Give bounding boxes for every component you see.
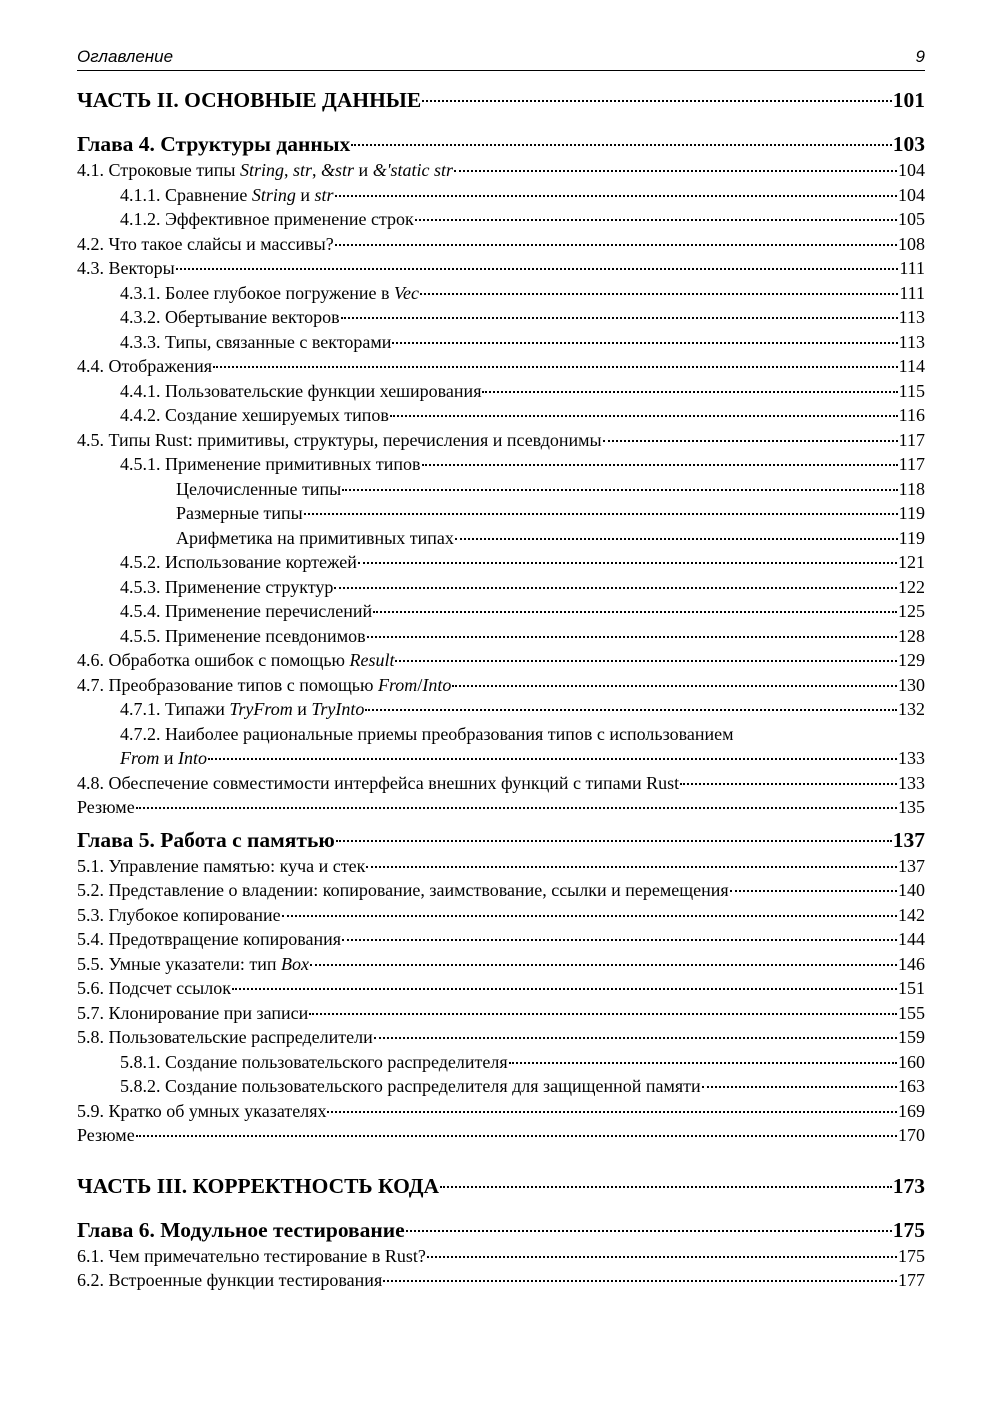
- toc-entry-continuation[interactable]: From и Into 133: [120, 748, 925, 768]
- table-of-contents: [77, 86, 925, 1293]
- toc-chapter-5[interactable]: Глава 5. Работа с памятью 137: [77, 827, 925, 852]
- toc-entry[interactable]: 5.3. Глубокое копирование 142: [77, 904, 925, 925]
- toc-entry[interactable]: 4.5.1. Применение примитивных типов 117: [120, 454, 925, 474]
- toc-chapter-4[interactable]: Глава 4. Структуры данных 103: [77, 132, 925, 156]
- toc-entry[interactable]: 4.4.1. Пользовательские функции хеширования 115: [120, 380, 925, 401]
- toc-entry[interactable]: 5.4. Предотвращение копирования 144: [77, 929, 925, 949]
- header-section-title: Оглавление: [77, 47, 174, 66]
- toc-entry[interactable]: 4.3.1. Более глубокое погружение в Vec 111: [120, 282, 925, 303]
- toc-entry[interactable]: Целочисленные типы 118: [176, 478, 925, 499]
- toc-entry[interactable]: 4.7. Преобразование типов с помощью From/Into 130: [77, 674, 925, 695]
- toc-entry[interactable]: 4.8. Обеспечение совместимости интерфейса внешних функций с типами Rust 133: [77, 772, 925, 793]
- toc-entry[interactable]: 4.4. Отображения 114: [77, 356, 925, 376]
- toc-entry[interactable]: 4.7.1. Типажи TryFrom и TryInto 132: [120, 699, 925, 719]
- toc-entry[interactable]: 4.5.4. Применение перечислений 125: [120, 601, 925, 621]
- toc-chapter-6[interactable]: Глава 6. Модульное тестирование 175: [77, 1217, 925, 1242]
- toc-entry[interactable]: 4.5. Типы Rust: примитивы, структуры, перечисления и псевдонимы 117: [77, 429, 925, 450]
- running-header: [77, 44, 925, 71]
- toc-entry[interactable]: 5.6. Подсчет ссылок 151: [77, 978, 925, 998]
- toc-entry[interactable]: 5.2. Представление о владении: копирование, заимствование, ссылки и перемещения 140: [77, 880, 925, 900]
- toc-entry[interactable]: 4.1.2. Эффективное применение строк 105: [120, 209, 925, 229]
- toc-entry-summary[interactable]: Резюме 135: [77, 797, 925, 817]
- header-page-number: 9: [915, 47, 925, 66]
- toc-entry[interactable]: 5.7. Клонирование при записи 155: [77, 1002, 925, 1023]
- toc-entry[interactable]: 5.8.1. Создание пользовательского распределителя 160: [120, 1051, 925, 1072]
- toc-entry[interactable]: 5.9. Кратко об умных указателях 169: [77, 1100, 925, 1121]
- toc-entry[interactable]: 4.5.5. Применение псевдонимов 128: [120, 625, 925, 646]
- toc-entry[interactable]: 4.4.2. Создание хешируемых типов 116: [120, 405, 925, 425]
- toc-part-2[interactable]: ЧАСТЬ II. ОСНОВНЫЕ ДАННЫЕ 101: [77, 88, 925, 112]
- toc-entry[interactable]: 4.3.2. Обертывание векторов 113: [120, 307, 925, 327]
- toc-entry-line1[interactable]: 4.7.2. Наиболее рациональные приемы преобразования типов с использованием: [120, 723, 734, 744]
- toc-entry[interactable]: 5.8. Пользовательские распределители 159: [77, 1027, 925, 1047]
- toc-entry[interactable]: 4.3.3. Типы, связанные с векторами 113: [120, 331, 925, 352]
- toc-part-3[interactable]: ЧАСТЬ III. КОРРЕКТНОСТЬ КОДА 173: [77, 1173, 925, 1198]
- toc-entry[interactable]: 5.8.2. Создание пользовательского распределителя для защищенной памяти 163: [120, 1076, 925, 1096]
- toc-entry[interactable]: 4.6. Обработка ошибок с помощью Result 129: [77, 650, 925, 670]
- toc-entry[interactable]: Арифметика на примитивных типах 119: [176, 527, 925, 548]
- toc-entry[interactable]: 4.2. Что такое слайсы и массивы? 108: [77, 233, 925, 254]
- toc-entry-summary[interactable]: Резюме 170: [77, 1125, 925, 1145]
- toc-entry[interactable]: 4.5.3. Применение структур 122: [120, 576, 925, 597]
- toc-entry[interactable]: 6.2. Встроенные функции тестирования 177: [77, 1270, 925, 1290]
- toc-entry[interactable]: 4.3. Векторы 111: [77, 258, 925, 278]
- toc-entry[interactable]: 4.1. Строковые типы String, str, &str и &'static str 104: [77, 160, 925, 180]
- toc-entry[interactable]: 6.1. Чем примечательно тестирование в Rust? 175: [77, 1245, 925, 1266]
- toc-entry[interactable]: 4.1.1. Сравнение String и str 104: [120, 184, 925, 205]
- toc-entry[interactable]: 5.5. Умные указатели: тип Box 146: [77, 953, 925, 974]
- toc-entry[interactable]: Размерные типы 119: [176, 503, 925, 523]
- toc-entry[interactable]: 4.5.2. Использование кортежей 121: [120, 552, 925, 572]
- toc-entry[interactable]: 5.1. Управление памятью: куча и стек 137: [77, 855, 925, 876]
